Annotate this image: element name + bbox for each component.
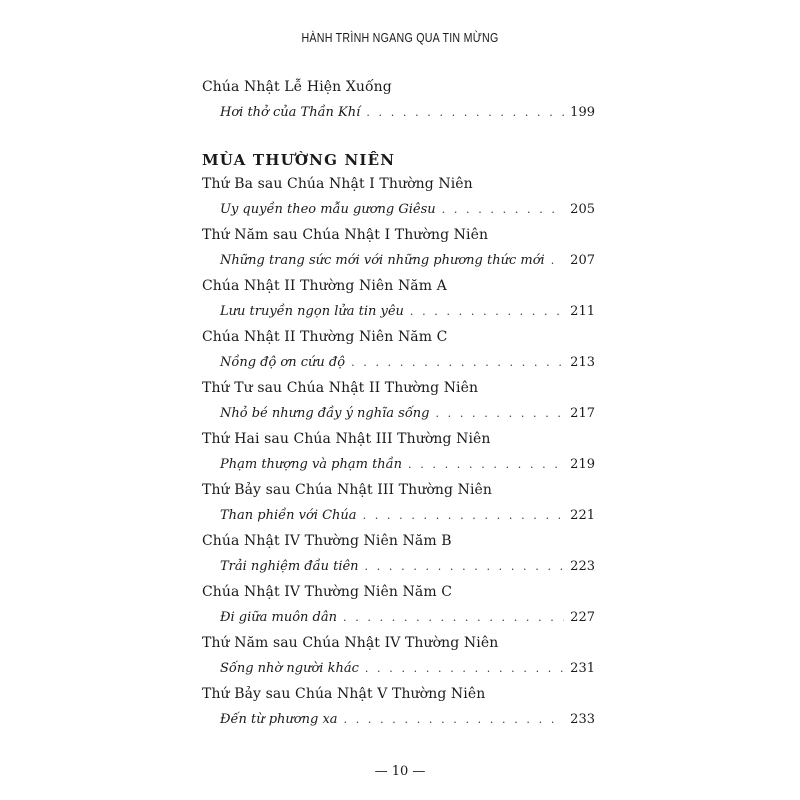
toc-entries-list: [202, 173, 595, 734]
toc-entry: [202, 377, 595, 428]
toc-entry-subtitle: Nồng độ ơn cứu độ: [220, 355, 346, 370]
dot-leader: [365, 552, 565, 581]
toc-entry-subtitle-row: [202, 348, 595, 377]
toc-entry-subtitle-row: [202, 501, 595, 530]
toc-entry-title: Chúa Nhật IV Thường Niên Năm B: [202, 533, 452, 549]
dot-leader: [410, 297, 564, 326]
toc-entry-subtitle-row: [202, 98, 595, 127]
dot-leader: [435, 399, 564, 428]
section-heading: MÙA THƯỜNG NIÊN: [202, 151, 396, 169]
toc-entry-page-number: 233: [570, 712, 595, 727]
toc-entry: [202, 479, 595, 530]
toc-entry-subtitle: Hơi thở của Thần Khí: [220, 105, 361, 120]
toc-entry-subtitle-row: [202, 297, 595, 326]
dot-leader: [366, 98, 564, 127]
toc-entry-subtitle: Lưu truyền ngọn lửa tin yêu: [220, 304, 404, 319]
dot-leader: [551, 246, 564, 275]
toc-entry-page-number: 211: [570, 304, 595, 319]
toc-entry-title: Thứ Năm sau Chúa Nhật IV Thường Niên: [202, 635, 499, 651]
toc-entry-subtitle-row: [202, 195, 595, 224]
toc-entry-title: Thứ Hai sau Chúa Nhật III Thường Niên: [202, 431, 491, 447]
toc-entry-subtitle: Trải nghiệm đầu tiên: [220, 559, 359, 574]
toc-entry-title: Thứ Năm sau Chúa Nhật I Thường Niên: [202, 227, 489, 243]
toc-entry-page-number: 217: [570, 406, 595, 421]
toc-entry-subtitle-row: [202, 552, 595, 581]
page-number-footer: — 10 —: [374, 764, 426, 779]
toc-entry-title: Chúa Nhật II Thường Niên Năm A: [202, 278, 447, 294]
toc-entry-subtitle-row: [202, 654, 595, 683]
toc-entry: [202, 224, 595, 275]
toc-entry: [202, 632, 595, 683]
toc-entry-subtitle: Đến từ phương xa: [220, 712, 338, 727]
toc-entry-subtitle: Nhỏ bé nhưng đầy ý nghĩa sống: [220, 406, 430, 421]
toc-entry-title: Thứ Tư sau Chúa Nhật II Thường Niên: [202, 380, 479, 396]
dot-leader: [343, 603, 564, 632]
toc-entry-title: Chúa Nhật Lễ Hiện Xuống: [202, 79, 392, 95]
toc-entry: [202, 581, 595, 632]
toc-entry-page-number: 199: [570, 105, 595, 120]
toc-entry-title: Chúa Nhật II Thường Niên Năm C: [202, 329, 448, 345]
toc-entry-subtitle: Uy quyền theo mẫu gương Giêsu: [220, 202, 436, 217]
toc-entry-page-number: 213: [570, 355, 595, 370]
toc-entry-page-number: 221: [570, 508, 595, 523]
table-of-contents: [202, 76, 595, 734]
running-header: HÀNH TRÌNH NGANG QUA TIN MỪNG: [301, 30, 499, 45]
dot-leader: [351, 348, 564, 377]
toc-entry-title: Thứ Bảy sau Chúa Nhật III Thường Niên: [202, 482, 493, 498]
toc-entry-subtitle-row: [202, 246, 595, 275]
toc-entry: [202, 530, 595, 581]
toc-entry-page-number: 223: [570, 559, 595, 574]
dot-leader: [365, 654, 564, 683]
dot-leader: [442, 195, 565, 224]
toc-entry-title: Thứ Bảy sau Chúa Nhật V Thường Niên: [202, 686, 486, 702]
toc-entry-subtitle: Phạm thượng và phạm thần: [220, 457, 403, 472]
toc-entry: [202, 275, 595, 326]
toc-entry: [202, 326, 595, 377]
toc-entry-page-number: 219: [570, 457, 595, 472]
toc-entry-subtitle: Những trang sức mới với những phương thức mới: [220, 253, 545, 268]
dot-leader: [344, 705, 565, 734]
toc-entry: [202, 173, 595, 224]
dot-leader: [408, 450, 564, 479]
toc-entry: [202, 428, 595, 479]
toc-entry: [202, 683, 595, 734]
toc-entry-title: Thứ Ba sau Chúa Nhật I Thường Niên: [202, 176, 473, 192]
toc-entry-page-number: 227: [570, 610, 595, 625]
toc-entry-intro: [202, 76, 595, 127]
toc-entry-page-number: 231: [570, 661, 595, 676]
toc-entry-title: Chúa Nhật IV Thường Niên Năm C: [202, 584, 453, 600]
toc-entry-subtitle: Than phiền với Chúa: [220, 508, 357, 523]
toc-entry-subtitle-row: [202, 603, 595, 632]
toc-entry-subtitle: Sống nhờ người khác: [220, 661, 359, 676]
toc-entry-subtitle-row: [202, 450, 595, 479]
toc-entry-subtitle-row: [202, 399, 595, 428]
dot-leader: [363, 501, 565, 530]
toc-entry-page-number: 205: [570, 202, 595, 217]
toc-entry-subtitle-row: [202, 705, 595, 734]
toc-entry-page-number: 207: [570, 253, 595, 268]
toc-entry-subtitle: Đi giữa muôn dân: [220, 610, 337, 625]
